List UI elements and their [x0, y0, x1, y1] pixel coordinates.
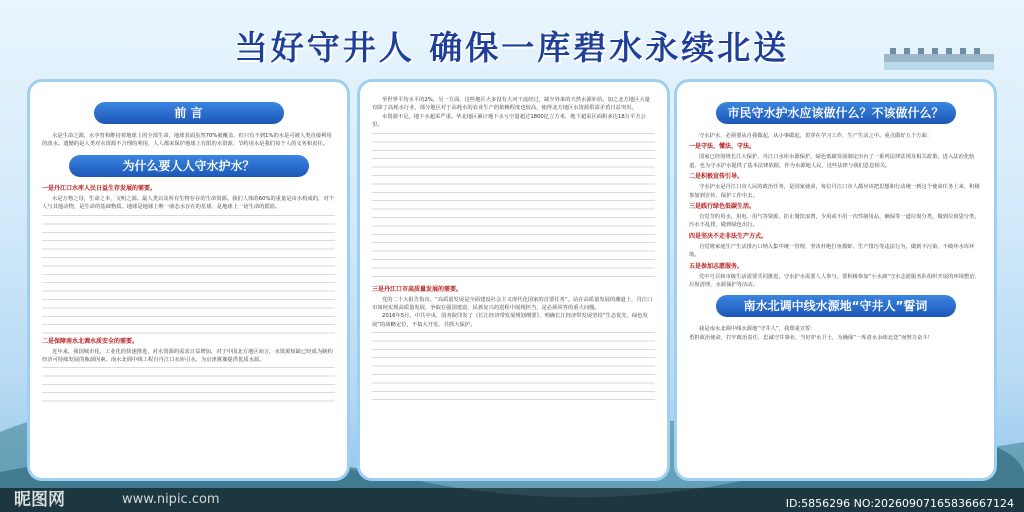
column-middle	[360, 82, 667, 478]
watermark-id: ID:5856296 NO:20260907165836667124	[785, 497, 1014, 510]
watermark-logo: 昵图网	[14, 490, 65, 510]
paragraph-1: 至世界平均水平的2%，另一方面，这些地区大多没有大河干流经过，缺少外来的天然水源补给。加之北方地区大量有降了高耗水行业，部分地区对于高耗水的农业生产的依赖程度也较高，使得北方地区水资源供需矛盾日益突出。	[372, 97, 650, 112]
section-heading-preface: 前 言	[94, 102, 284, 124]
section-heading-dos: 市民守水护水应该做什么？不该做什么？	[716, 102, 956, 124]
subheading-1: 一是守法、懂法、守法。	[689, 143, 756, 151]
paragraph-2: 近年来，我国城市化、工业化的快速推进，对水资源的需求日益增加，对于中国北方地区而言，水资源短缺已经成为制约经济可持续发展的瓶颈因素。南水北调中线工程自丹江口水库引水，为京津冀豫提供优质水源。	[42, 348, 333, 364]
subheading-2: 二是保障南水北调水质安全的需要。	[42, 337, 139, 345]
body-text-block	[42, 215, 335, 335]
subheading-4: 四是坚决不走非法生产方式。	[689, 232, 768, 240]
page-title: 当好守井人 确保一库碧水永续北送	[234, 28, 790, 67]
section-heading-why: 为什么要人人守水护水？	[69, 155, 309, 177]
paragraph-4: 自觉将家庭生产生活排污口纳入集中统一管理，坚决杜绝打鱼摸虾、生产排汚等违法行为，做到不污染、不破坏水库环境。	[689, 243, 975, 259]
intro-paragraph: 水是生命之源，水孕育和维持着地球上的全部生命，地球表面虽然70%被覆盖，但只有不到1%的水是可被人类直接利用的淡水。遗憾的是人类对水资源不合理的利用，人人都来保护地球上有限的水资源，节约用水是我们每个人的义务和责任。	[42, 133, 332, 148]
paragraph-3: 自觉节约用水，用电、用气等资源，拒止餐饮浪费，少用或不用一次性制用品，确保等一道垃圾分类，做到垃圾袋分类，汚水不乱排，做到绿色出行。	[689, 214, 980, 229]
subheading-1: 一是丹江口水库人民日益生存发展的需要。	[42, 184, 157, 192]
intro-paragraph: 守水护水，必须要从自我做起，从小事做起，贯穿在学习工作、生产生活之中。重点做好五个方面：	[699, 133, 933, 139]
watermark-url: www.nipic.com	[122, 492, 220, 507]
column-left	[30, 82, 347, 478]
subheading-3: 三是践行绿色低碳生活。	[689, 203, 756, 211]
paragraph-2: 守水护水是丹江口市人民的政治任务，是国家使命，每位丹江口市人都应该把思想和行动统一到这个使命任务上来，积极参加到宣传、保护工作中去。	[689, 184, 980, 199]
column-right	[677, 82, 994, 478]
paragraph-1: 国家已经围绕长江大保护，丹江口水库水源保护，绿色低碳发展制定出台了一系列法律法规及相关政策，进入法治化轨道，也为守水护水提供了基本法律依据。作为水源地人民，这些法律与我们息息相关。	[689, 154, 975, 169]
body-text-block	[42, 367, 335, 407]
subheading-2: 二是积极宣传引导。	[689, 173, 744, 181]
oath-text: 我是南水北调中线水源地“守井人”，我郑重宣誓： 勇担政治使命，打牢政治责任，忠诚守井事业，当好护水卫士，为确保“一库清水永续北送”而努力奋斗！	[689, 326, 933, 341]
body-text-block	[372, 332, 655, 402]
paragraph-1: 水是万物之母，生命之本，文明之源。最人类以及所有生物存存的生命资源。我们人体的60%的重量是由水构成的，对个人与其他动物，是生命的基础物质。地球是地球上唯一液态水存在的星球，是地球上一切生命的摇篮。	[42, 195, 334, 211]
subheading-5: 五是参加志愿服务。	[689, 262, 744, 270]
paragraph-4: 2016年5月，中共中央、国务院印发了《长江经济带发展规划纲要》，明确长江经济带发展坚持“生态优先、绿色发展”的战略定位，不搞大开发，共抓大保护。	[372, 313, 648, 328]
paragraph-3: 党的二十大报告指出，“高质量发展是全面建设社会主义现代化国家的首要任务”。站在高质量发展的潮道上，丹江口市如何实现高质量发展，争取在强国建设，民族复兴的进程中展现担当，是必须回答的重大问题。	[372, 296, 653, 312]
paragraph-2: 水资源不足，地下水超采严重。华北地区累计地下水亏空量超过1800亿立方米，地下超采区面积多达18万平方公里。	[372, 113, 646, 129]
subheading-3: 三是丹江口市高质量发展的需要。	[372, 285, 463, 293]
paragraph-5: 党中号召和市级生活需要共同推进，守水护水需要人人参与，要积极参加“小水滴”守水志愿服务队组织开展的环境整治、垃圾清理、水源保护等活动。	[689, 273, 980, 289]
body-text-block	[372, 133, 655, 283]
section-heading-oath: 南水北调中线水源地“守井人”誓词	[716, 295, 956, 317]
